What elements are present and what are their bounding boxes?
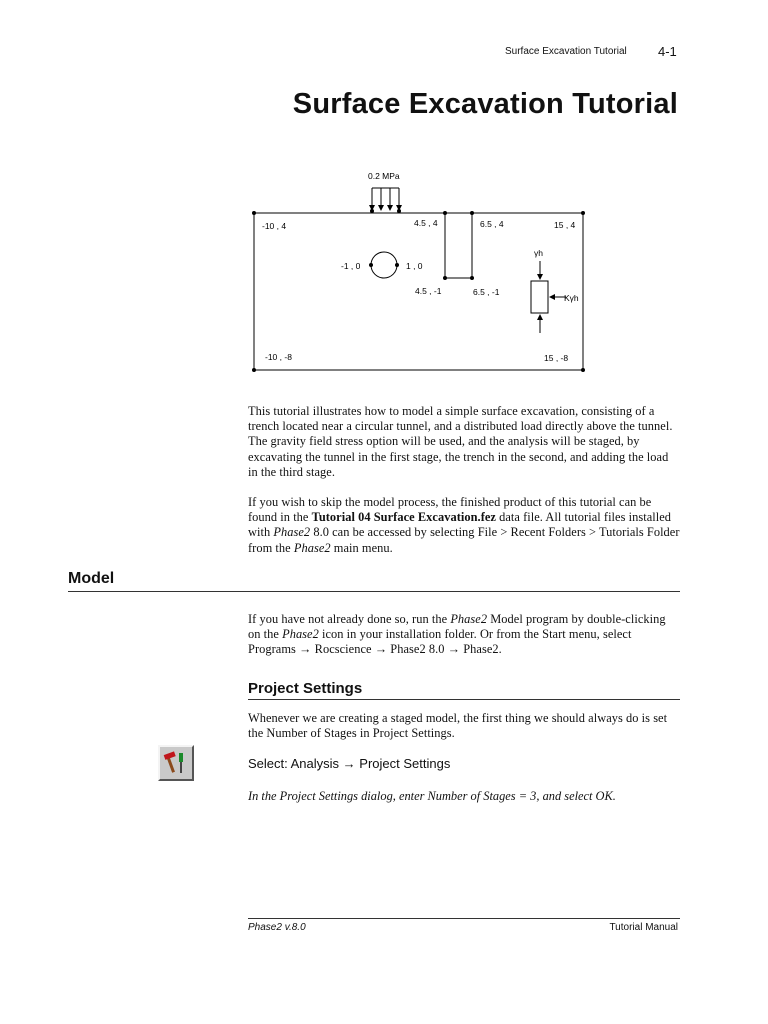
intro-section xyxy=(248,404,680,556)
intro-paragraph-1: This tutorial illustrates how to model a simple surface excavation, consisting of a trench located near a circular tunnel, and a distributed load directly above the tunnel. The gravity field stress option will be used, and the analysis will be staged, by excavating the tunnel in the first stage, the trench in the second, and adding the load in the third stage. xyxy=(248,404,673,479)
footer-version: Phase2 v.8.0 xyxy=(248,922,306,933)
tunnel-circle xyxy=(371,252,397,278)
coord-top-left: -10 , 4 xyxy=(262,221,287,231)
coord-trench-bottom-left: 4.5 , -1 xyxy=(415,286,442,296)
page-title: Surface Excavation Tutorial xyxy=(292,88,678,120)
hammer-screwdriver-icon xyxy=(160,747,192,779)
project-settings-rule xyxy=(248,699,680,700)
stress-element xyxy=(531,281,548,313)
coord-bottom-left: -10 , -8 xyxy=(265,352,292,362)
project-settings-paragraph: Whenever we are creating a staged model, the first thing we should always do is set the Number of Stages in Project Settings. xyxy=(248,711,668,741)
coord-top-right: 15 , 4 xyxy=(554,220,576,230)
model-paragraph: If you have not already done so, run the Phase2 Model program by double-clicking on the Phase2 icon in your installation folder. Or from the Start menu, select Programs → Rocscience → Phase2 8.0 → Phase2. xyxy=(248,612,666,657)
stress-horizontal-label: Kγh xyxy=(564,293,579,303)
load-label: 0.2 MPa xyxy=(368,171,400,181)
coord-trench-top-right: 6.5 , 4 xyxy=(480,219,504,229)
project-settings-tool-icon[interactable] xyxy=(158,745,194,781)
running-header-title: Surface Excavation Tutorial xyxy=(505,46,627,57)
footer-manual-name: Tutorial Manual xyxy=(609,922,678,933)
coord-tunnel-right: 1 , 0 xyxy=(406,261,423,271)
select-menu-instruction: Select: Analysis → Project Settings xyxy=(248,756,451,771)
model-heading-rule xyxy=(68,591,680,592)
coord-trench-top-left: 4.5 , 4 xyxy=(414,218,438,228)
model-heading: Model xyxy=(68,570,115,587)
footer-rule xyxy=(248,918,680,919)
tutorial-file-name: Tutorial 04 Surface Excavation.fez xyxy=(311,510,496,525)
dialog-instruction: In the Project Settings dialog, enter Number of Stages = 3, and select OK. xyxy=(248,789,616,803)
coord-tunnel-left: -1 , 0 xyxy=(341,261,361,271)
stress-vertical-label: γh xyxy=(534,248,543,258)
model-diagram xyxy=(248,165,590,377)
intro-paragraph-2: If you wish to skip the model process, the finished product of this tutorial can be found in the Tutorial 04 Surface Excavation.fez data file. All tutorial files installed with Phase2 8.0 can be accessed by selecting File > Recent Folders > Tutorials Folder from the Phase2 main menu. xyxy=(248,495,680,555)
project-settings-heading: Project Settings xyxy=(248,680,363,697)
trench-outline xyxy=(445,213,472,278)
coord-bottom-right: 15 , -8 xyxy=(544,353,569,363)
page-number: 4-1 xyxy=(658,44,677,59)
coord-trench-bottom-right: 6.5 , -1 xyxy=(473,287,500,297)
